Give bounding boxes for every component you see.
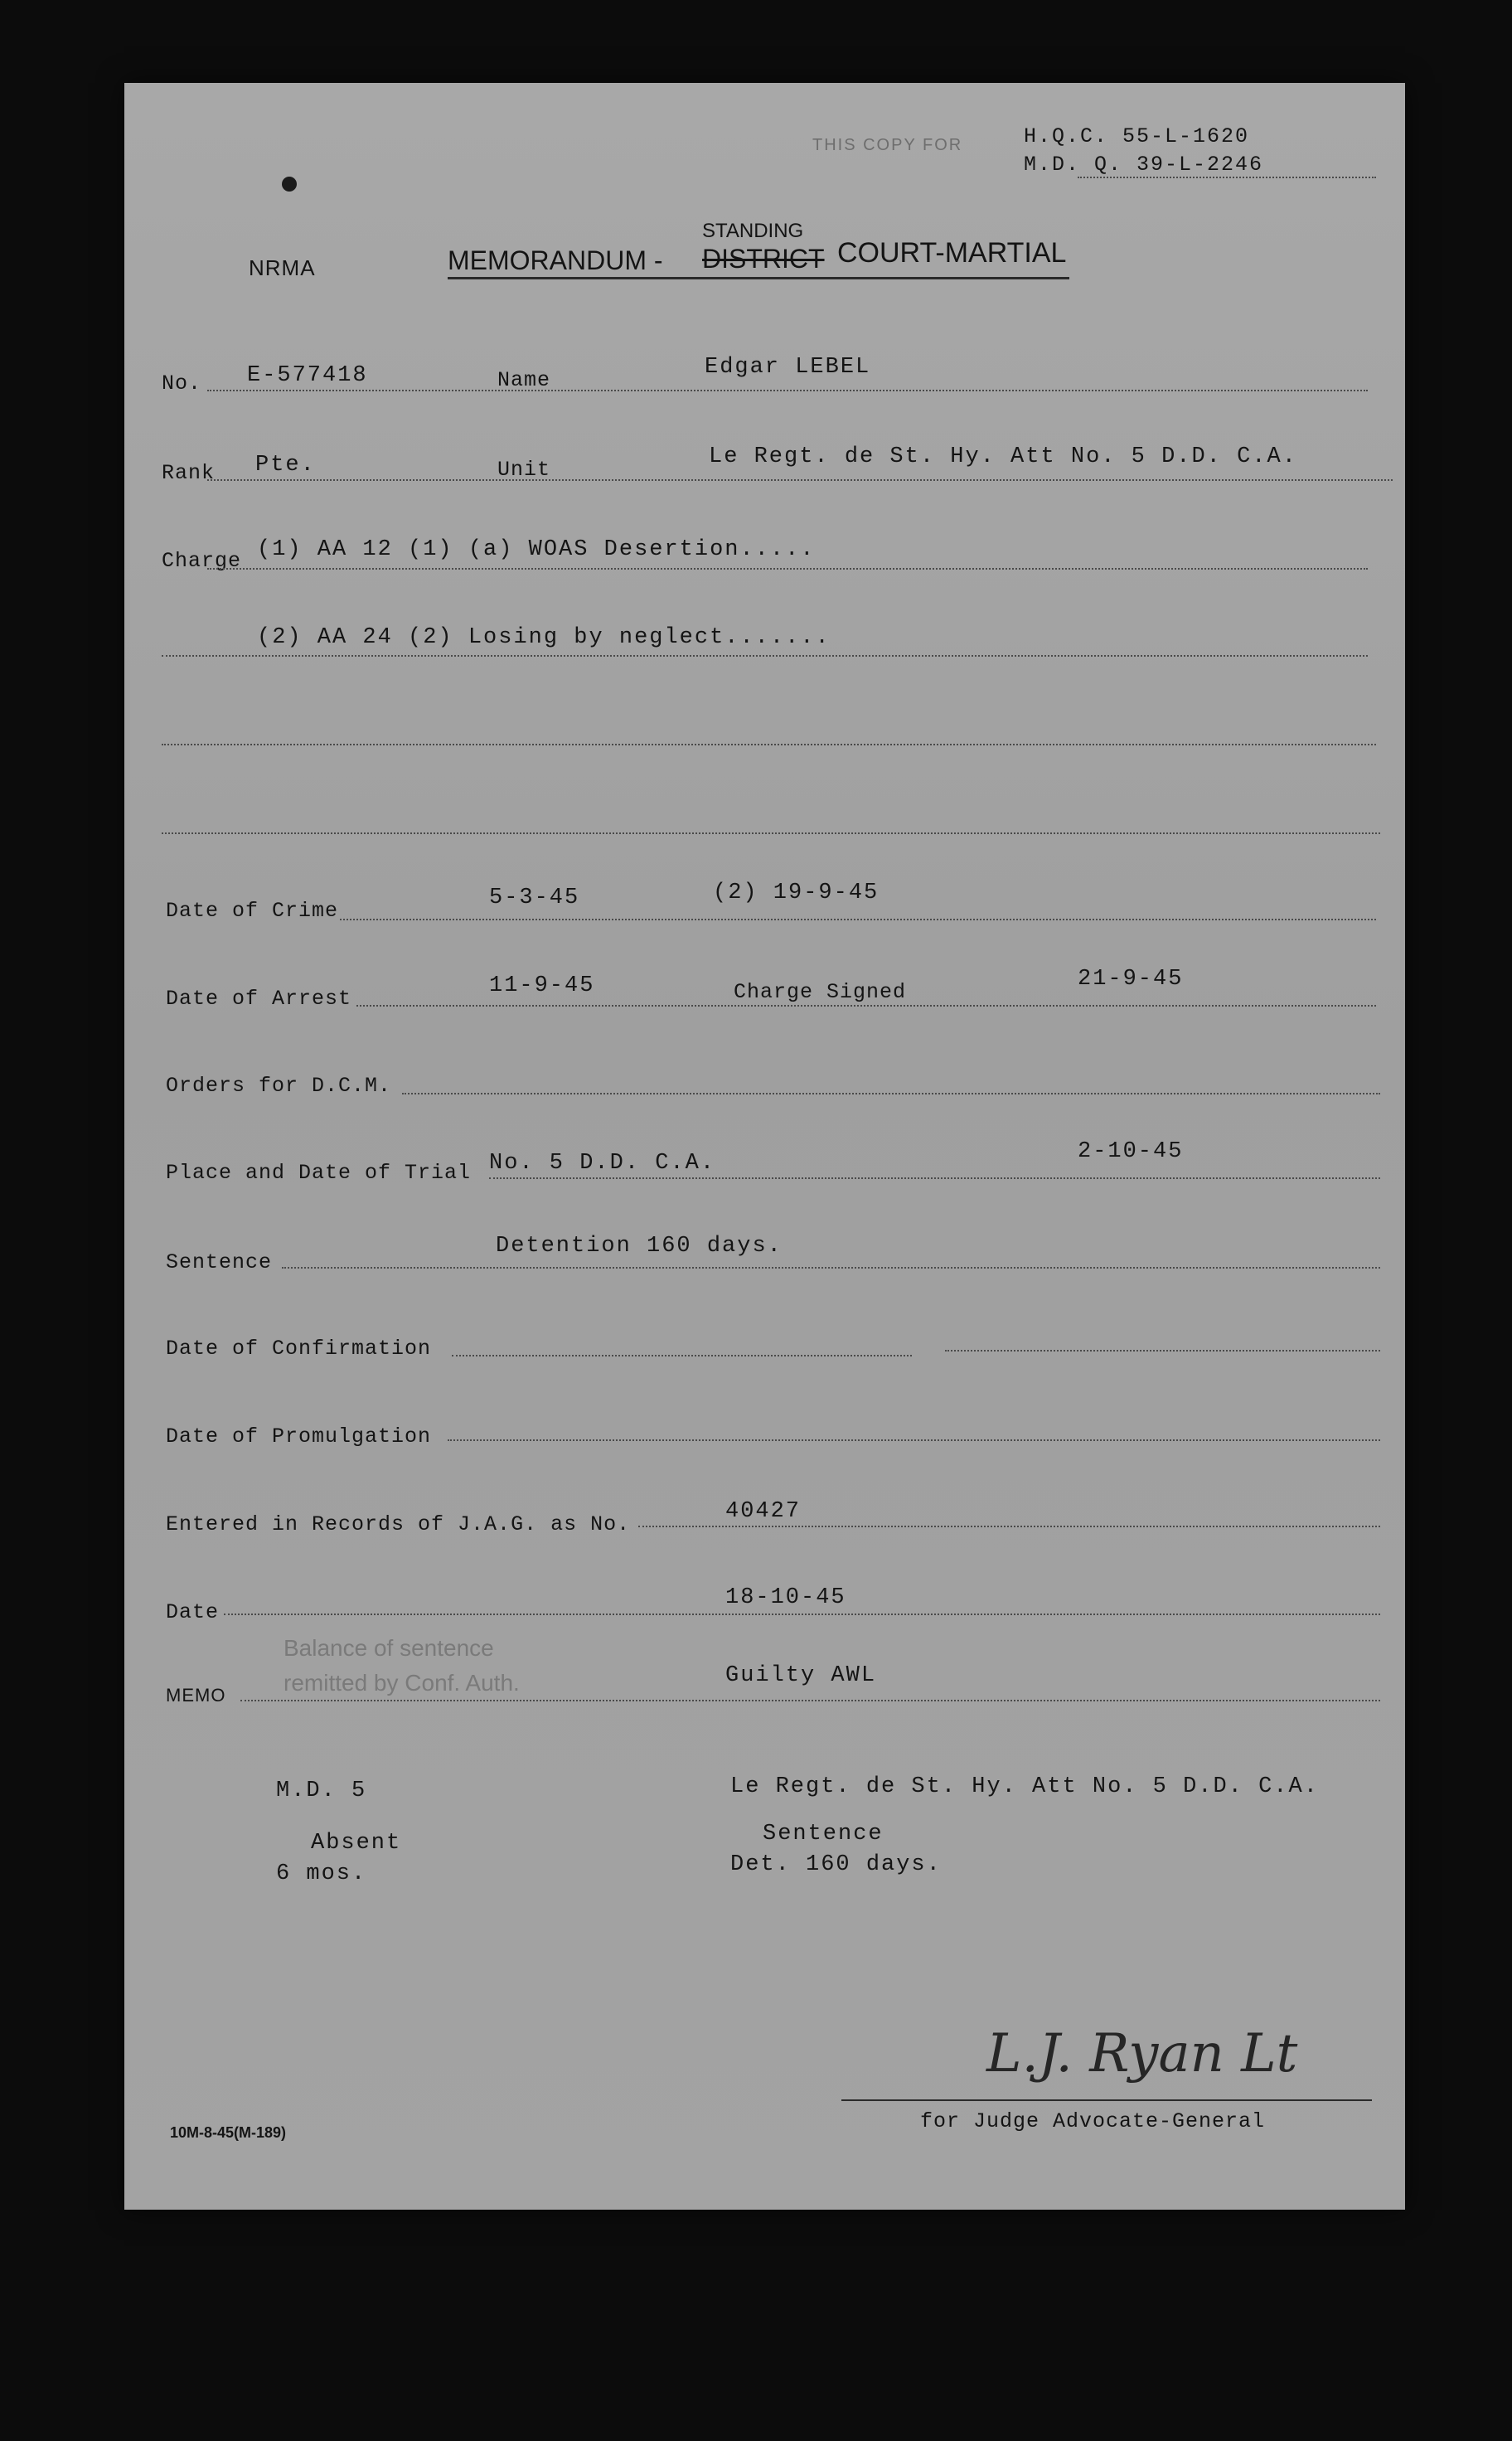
date-value: 18-10-45 — [725, 1585, 846, 1610]
sentence-value: Detention 160 days. — [496, 1234, 783, 1259]
charge-signed-label: Charge Signed — [734, 980, 907, 1004]
memo-value: Guilty AWL — [725, 1663, 877, 1688]
note-months: 6 mos. — [276, 1861, 367, 1886]
date-of-crime-label: Date of Crime — [166, 899, 339, 923]
promulgation-label: Date of Promulgation — [166, 1424, 432, 1449]
memorandum-title: MEMORANDUM - — [448, 245, 663, 275]
trial-label: Place and Date of Trial — [166, 1161, 472, 1185]
court-martial-title: COURT-MARTIAL — [837, 237, 1067, 269]
trial-date: 2-10-45 — [1078, 1139, 1184, 1164]
unit-value: Le Regt. de St. Hy. Att No. 5 D.D. C.A. — [709, 444, 1297, 469]
charge-signed-value: 21-9-45 — [1078, 967, 1184, 992]
name-label: Name — [497, 368, 551, 392]
note-md: M.D. 5 — [276, 1779, 367, 1803]
charge-2: (2) AA 24 (2) Losing by neglect....... — [257, 625, 831, 650]
charge-label: Charge — [162, 549, 242, 573]
trial-place: No. 5 D.D. C.A. — [489, 1151, 716, 1176]
memo-label: MEMO — [166, 1685, 226, 1706]
date-of-crime-1: 5-3-45 — [489, 886, 580, 910]
service-number: E-577418 — [247, 363, 368, 388]
rank-value: Pte. — [255, 453, 316, 478]
soldier-name: Edgar LEBEL — [705, 355, 871, 380]
note-unit: Le Regt. de St. Hy. Att No. 5 D.D. C.A. — [730, 1774, 1319, 1799]
district-struck: DISTRICT — [702, 244, 825, 274]
memo-faint-line-2: remitted by Conf. Auth. — [284, 1670, 520, 1696]
nrma-label: NRMA — [249, 255, 316, 280]
date-label: Date — [166, 1600, 220, 1624]
ink-blot — [282, 177, 297, 192]
no-label: No. — [162, 371, 202, 396]
charge-1: (1) AA 12 (1) (a) WOAS Desertion..... — [257, 537, 816, 562]
for-judge-advocate-general: for Judge Advocate-General — [920, 2109, 1266, 2133]
jag-entry-label: Entered in Records of J.A.G. as No. — [166, 1512, 631, 1536]
copy-stamp: THIS COPY FOR — [812, 136, 963, 154]
note-sentence-heading: Sentence — [763, 1822, 884, 1847]
unit-label: Unit — [497, 458, 551, 482]
confirmation-label: Date of Confirmation — [166, 1337, 432, 1361]
date-of-arrest-label: Date of Arrest — [166, 987, 352, 1011]
rank-label: Rank — [162, 461, 216, 485]
court-martial-memorandum-card — [124, 83, 1405, 2210]
memo-faint-line-1: Balance of sentence — [284, 1635, 494, 1661]
standing-insert: STANDING — [702, 220, 804, 242]
signature: L.J. Ryan Lt — [986, 2023, 1298, 2084]
jag-entry-value: 40427 — [725, 1499, 802, 1524]
note-sentence-value: Det. 160 days. — [730, 1852, 942, 1877]
file-number-md: M.D. Q. 39-L-2246 — [1024, 153, 1264, 177]
file-number-hqc: H.Q.C. 55-L-1620 — [1024, 124, 1250, 148]
sentence-label: Sentence — [166, 1250, 273, 1274]
note-absent: Absent — [311, 1831, 402, 1856]
date-of-crime-2: (2) 19-9-45 — [713, 881, 880, 905]
form-number: 10M-8-45(M-189) — [170, 2124, 287, 2141]
date-of-arrest-value: 11-9-45 — [489, 973, 595, 998]
orders-label: Orders for D.C.M. — [166, 1074, 392, 1098]
